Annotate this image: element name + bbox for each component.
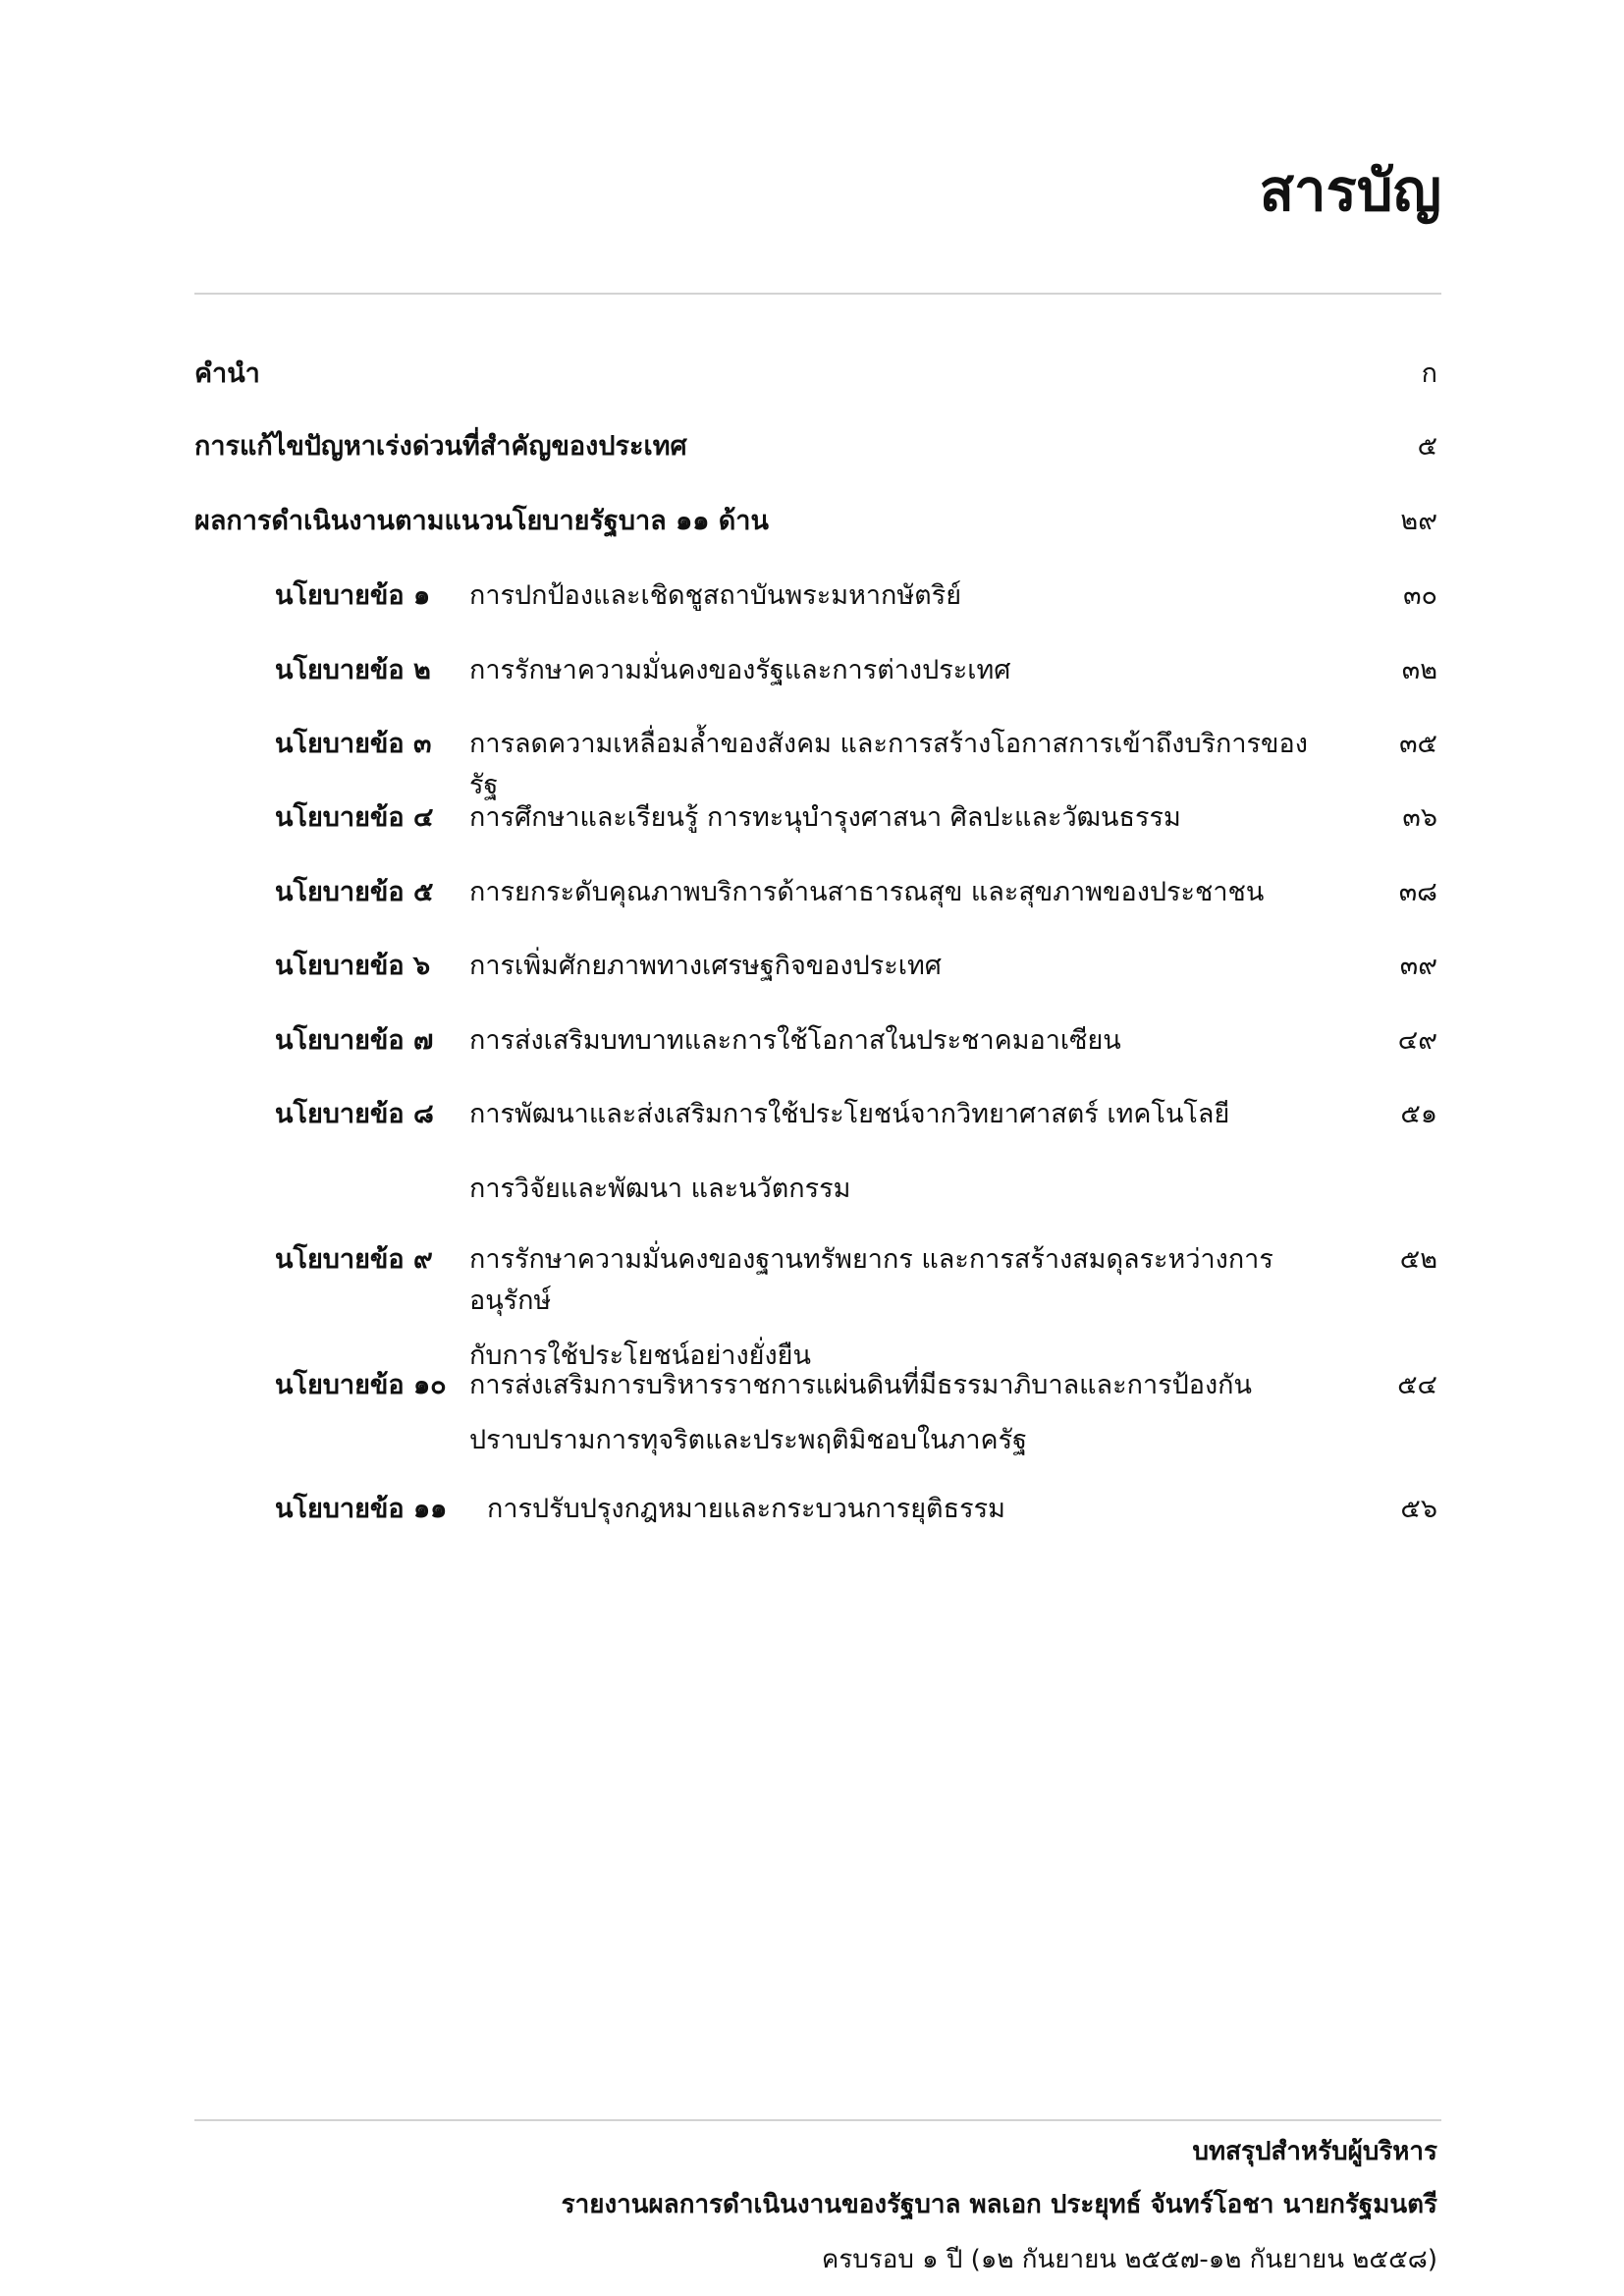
- footer-divider: [194, 2119, 1441, 2121]
- toc-entry-title: คำนำ: [194, 358, 260, 389]
- toc-entry-page: ๕๖: [1400, 1494, 1437, 1524]
- policy-title: การปกป้องและเชิดชูสถาบันพระมหากษัตริย์: [469, 580, 962, 611]
- policy-title: การลดความเหลื่อมล้ำของสังคม และการสร้างโอกาสการเข้าถึงบริการของรัฐ: [469, 729, 1308, 800]
- policy-title: การปรับปรุงกฎหมายและกระบวนการยุติธรรม: [487, 1494, 1005, 1524]
- policy-label: นโยบายข้อ ๕: [275, 877, 434, 907]
- policy-title: การรักษาความมั่นคงของฐานทรัพยากร และการสร้างสมดุลระหว่างการอนุรักษ์ กับการใช้ประโยชน์อย่างยั่งยืน: [469, 1244, 1273, 1371]
- toc-entry-page: ๓๙: [1399, 951, 1437, 981]
- policy-title: การพัฒนาและส่งเสริมการใช้ประโยชน์จากวิทยาศาสตร์ เทคโนโลยี การวิจัยและพัฒนา และนวัตกรรม: [469, 1099, 1230, 1204]
- toc-entry-page: ๓๐: [1403, 580, 1437, 611]
- toc-entry-page: ๕๒: [1399, 1244, 1437, 1275]
- footer-report-title: รายงานผลการดำเนินงานของรัฐบาล พลเอก ประยุทธ์ จันทร์โอชา นายกรัฐมนตรี: [561, 2190, 1437, 2219]
- toc-entry-page: ๓๖: [1402, 802, 1437, 833]
- policy-label: นโยบายข้อ ๖: [275, 951, 431, 981]
- policy-title: การเพิ่มศักยภาพทางเศรษฐกิจของประเทศ: [469, 951, 942, 981]
- toc-entry-page: ๕๑: [1400, 1099, 1437, 1129]
- toc-entry-page: ๕๔: [1397, 1370, 1437, 1400]
- toc-entry-page: ๓๒: [1401, 655, 1437, 685]
- toc-entry-title: ผลการดำเนินงานตามแนวนโยบายรัฐบาล ๑๑ ด้าน: [194, 506, 769, 536]
- policy-title: การศึกษาและเรียนรู้ การทะนุบำรุงศาสนา ศิลปะและวัฒนธรรม: [469, 802, 1181, 833]
- page-title: สารบัญ: [1259, 157, 1441, 224]
- toc-entry-page: ๕: [1417, 431, 1437, 462]
- policy-title: การรักษาความมั่นคงของรัฐและการต่างประเทศ: [469, 655, 1011, 685]
- policy-label: นโยบายข้อ ๘: [275, 1099, 434, 1129]
- toc-entry-page: ๓๘: [1398, 877, 1437, 907]
- policy-label: นโยบายข้อ ๓: [275, 729, 432, 759]
- toc-entry-page: ๒๙: [1400, 506, 1437, 536]
- footer-period: ครบรอบ ๑ ปี (๑๒ กันยายน ๒๕๕๗-๑๒ กันยายน ๒๕๕๘): [821, 2245, 1437, 2274]
- policy-label: นโยบายข้อ ๙: [275, 1244, 433, 1275]
- footer-doc-type: บทสรุปสำหรับผู้บริหาร: [1192, 2137, 1437, 2166]
- policy-label: นโยบายข้อ ๔: [275, 802, 434, 833]
- toc-entry-page: ก: [1421, 358, 1437, 389]
- header-divider: [194, 293, 1441, 295]
- policy-label: นโยบายข้อ ๑: [275, 580, 431, 611]
- toc-entry-page: ๔๙: [1397, 1025, 1437, 1056]
- policy-label: นโยบายข้อ ๑๐: [275, 1370, 447, 1400]
- policy-label: นโยบายข้อ ๑๑: [275, 1494, 448, 1524]
- toc-entry-title: การแก้ไขปัญหาเร่งด่วนที่สำคัญของประเทศ: [194, 431, 687, 462]
- policy-title: การส่งเสริมการบริหารราชการแผ่นดินที่มีธรรมาภิบาลและการป้องกัน ปราบปรามการทุจริตและประพฤติมิชอบในภาครัฐ: [469, 1370, 1252, 1455]
- policy-title: การส่งเสริมบทบาทและการใช้โอกาสในประชาคมอาเซียน: [469, 1025, 1121, 1056]
- toc-entry-page: ๓๕: [1399, 729, 1437, 759]
- policy-label: นโยบายข้อ ๗: [275, 1025, 434, 1056]
- policy-label: นโยบายข้อ ๒: [275, 655, 431, 685]
- policy-title: การยกระดับคุณภาพบริการด้านสาธารณสุข และสุขภาพของประชาชน: [469, 877, 1265, 907]
